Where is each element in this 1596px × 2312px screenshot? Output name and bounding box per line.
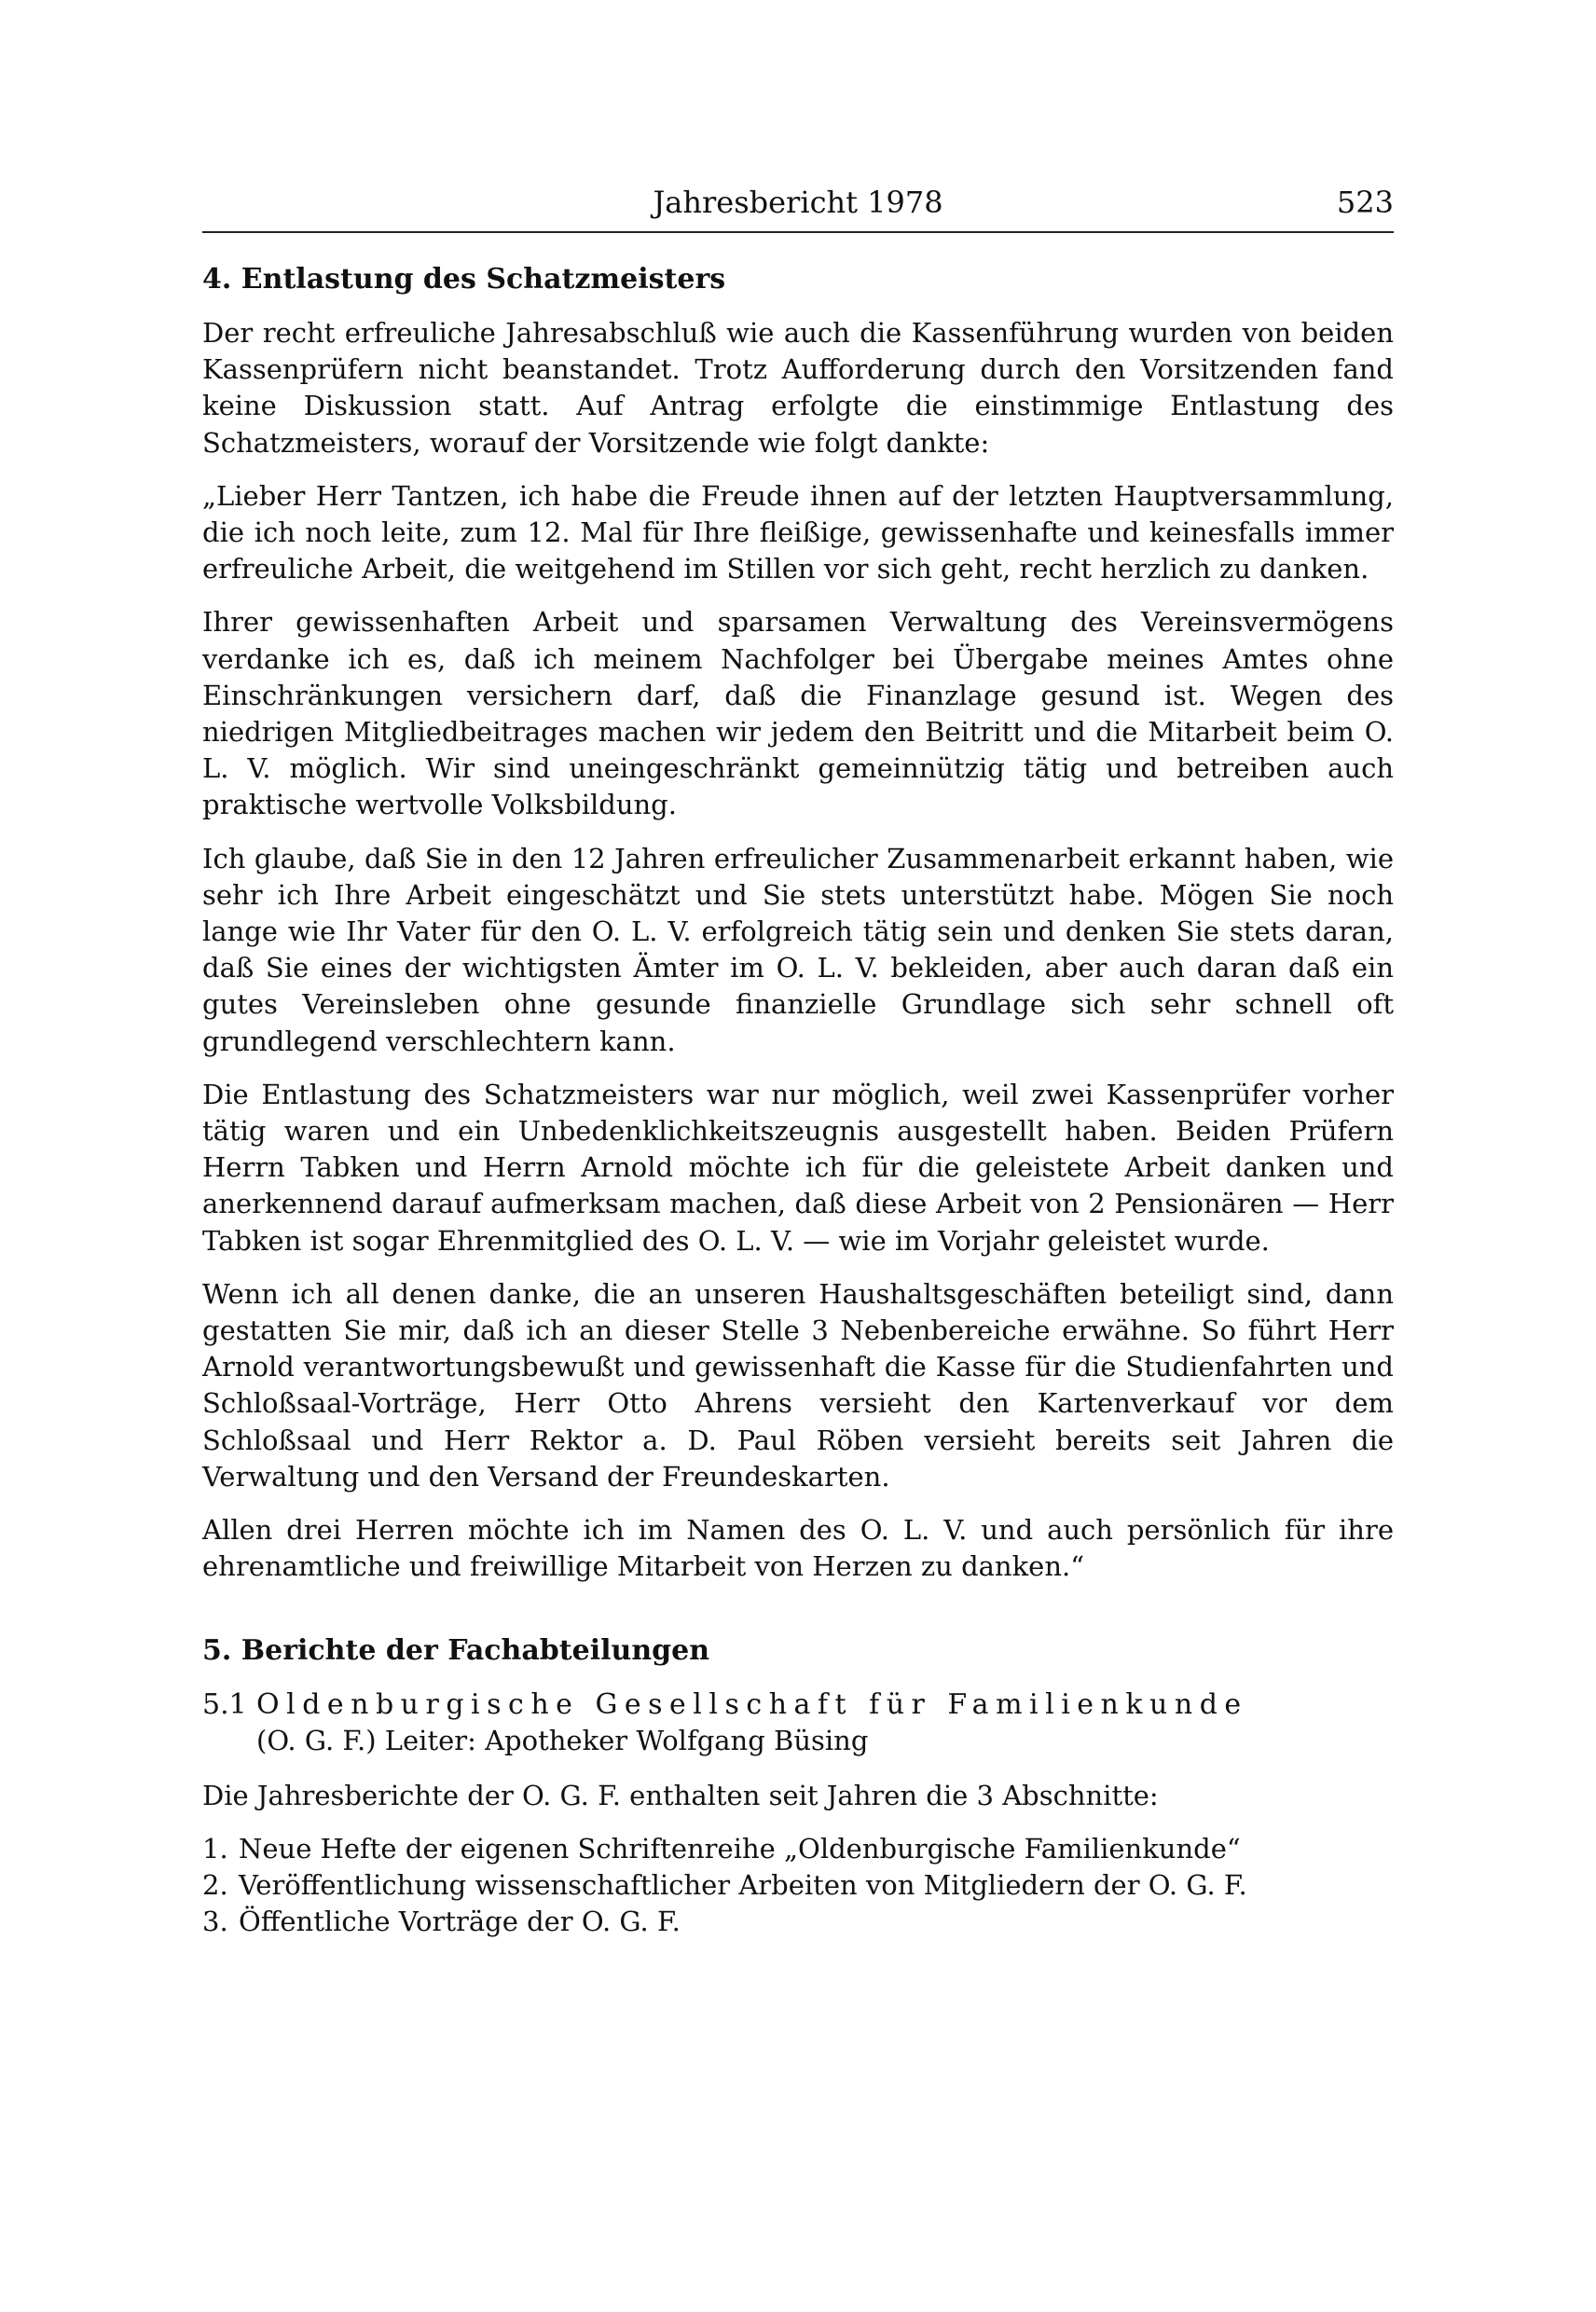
speech-paragraph-2: Ihrer gewissenhaften Arbeit und sparsamen Verwaltung des Vereinsvermögens verdanke ich es, daß ich meinem Nachfolger bei Übergabe meines Amtes ohne Einschränkungen versichern darf, daß die Finanzlage gesund ist. Wegen des niedrigen Mitgliedbeitrages machen wir jedem den Beitritt und die Mitarbeit beim O. L. V. möglich. Wir sind uneingeschränkt gemeinnützig tätig und betreiben auch praktische wertvolle Volksbildung. — [202, 606, 1394, 821]
speech-paragraph-4: Die Entlastung des Schatzmeisters war nur möglich, weil zwei Kassenprüfer vorher tätig waren und ein Unbedenklichkeitszeugnis ausgestellt haben. Beiden Prüfern Herrn Tabken und Herrn Arnold möchte ich für die geleistete Arbeit danken und anerkennend darauf aufmerksam machen, daß diese Arbeit von 2 Pensionären — Herr Tabken ist sogar Ehrenmitglied des O. L. V. — wie im Vorjahr geleistet wurde. — [202, 1078, 1394, 1257]
section-4-intro: Der recht erfreuliche Jahresabschluß wie auch die Kassenführung wurden von beiden Kassenprüfern nicht beanstandet. Trotz Aufforderung durch den Vorsitzenden fand keine Diskussion statt. Auf Antrag erfolgte die einstimmige Entlastung des Schatzmeisters, worauf der Vorsitzende wie folgt dankte: — [202, 317, 1394, 459]
subsection-title: Oldenburgische Gesellschaft für Familienkunde — [256, 1687, 1248, 1721]
section-5-intro: Die Jahresberichte der O. G. F. enthalten seit Jahren die 3 Abschnitte: — [202, 1779, 1159, 1811]
document-page — [202, 185, 1394, 1940]
page-number: 523 — [1336, 185, 1394, 220]
list-item — [202, 1831, 1394, 1867]
list-item — [202, 1867, 1394, 1904]
list-item-text: Öffentliche Vorträge der O. G. F. — [239, 1905, 681, 1937]
list-item — [202, 1904, 1394, 1940]
subsection-leader: (O. G. F.) Leiter: Apotheker Wolfgang Büsing — [256, 1724, 869, 1756]
list-item-number: 3. — [202, 1905, 228, 1937]
section-4-heading: 4. Entlastung des Schatzmeisters — [202, 263, 726, 296]
speech-paragraph-6: Allen drei Herren möchte ich im Namen des O. L. V. und auch persönlich für ihre ehrenamtliche und freiwillige Mitarbeit von Herzen zu danken.“ — [202, 1514, 1394, 1583]
subsection-heading — [202, 1686, 1394, 1759]
section-list — [202, 1831, 1394, 1940]
subsection-number: 5.1 — [202, 1687, 247, 1721]
section-5-heading: 5. Berichte der Fachabteilungen — [202, 1633, 710, 1667]
running-title: Jahresbericht 1978 — [653, 185, 943, 220]
list-item-text: Veröffentlichung wissenschaftlicher Arbeiten von Mitgliedern der O. G. F. — [239, 1868, 1247, 1901]
speech-paragraph-3: Ich glaube, daß Sie in den 12 Jahren erfreulicher Zusammenarbeit erkannt haben, wie sehr ich Ihre Arbeit eingeschätzt und Sie stets unterstützt habe. Mögen Sie noch lange wie Ihr Vater für den O. L. V. erfolgreich tätig sein und denken Sie stets daran, daß Sie eines der wichtigsten Ämter im O. L. V. bekleiden, aber auch daran daß ein gutes Vereinsleben ohne gesunde finanzielle Grundlage sich sehr schnell oft grundlegend verschlechtern kann. — [202, 842, 1394, 1057]
speech-paragraph-5: Wenn ich all denen danke, die an unseren Haushaltsgeschäften beteiligt sind, dann gestatten Sie mir, daß ich an dieser Stelle 3 Nebenbereiche erwähne. So führt Herr Arnold verantwortungsbewußt und gewissenhaft die Kasse für die Studienfahrten und Schloßsaal-Vorträge, Herr Otto Ahrens versieht den Kartenverkauf vor dem Schloßsaal und Herr Rektor a. D. Paul Röben versieht bereits seit Jahren die Verwaltung und den Versand der Freundeskarten. — [202, 1277, 1394, 1493]
header-rule — [202, 231, 1394, 233]
list-item-number: 1. — [202, 1832, 228, 1865]
subsection-text — [256, 1686, 1394, 1759]
speech-paragraph-1: „Lieber Herr Tantzen, ich habe die Freude ihnen auf der letzten Hauptversammlung, die ich noch leite, zum 12. Mal für Ihre fleißige, gewissenhafte und keinesfalls immer erfreuliche Arbeit, die weitgehend im Stillen vor sich geht, recht herzlich zu danken. — [202, 479, 1394, 585]
list-item-number: 2. — [202, 1868, 228, 1901]
list-item-text: Neue Hefte der eigenen Schriftenreihe „Oldenburgische Familienkunde“ — [239, 1832, 1241, 1865]
running-header — [202, 185, 1394, 231]
